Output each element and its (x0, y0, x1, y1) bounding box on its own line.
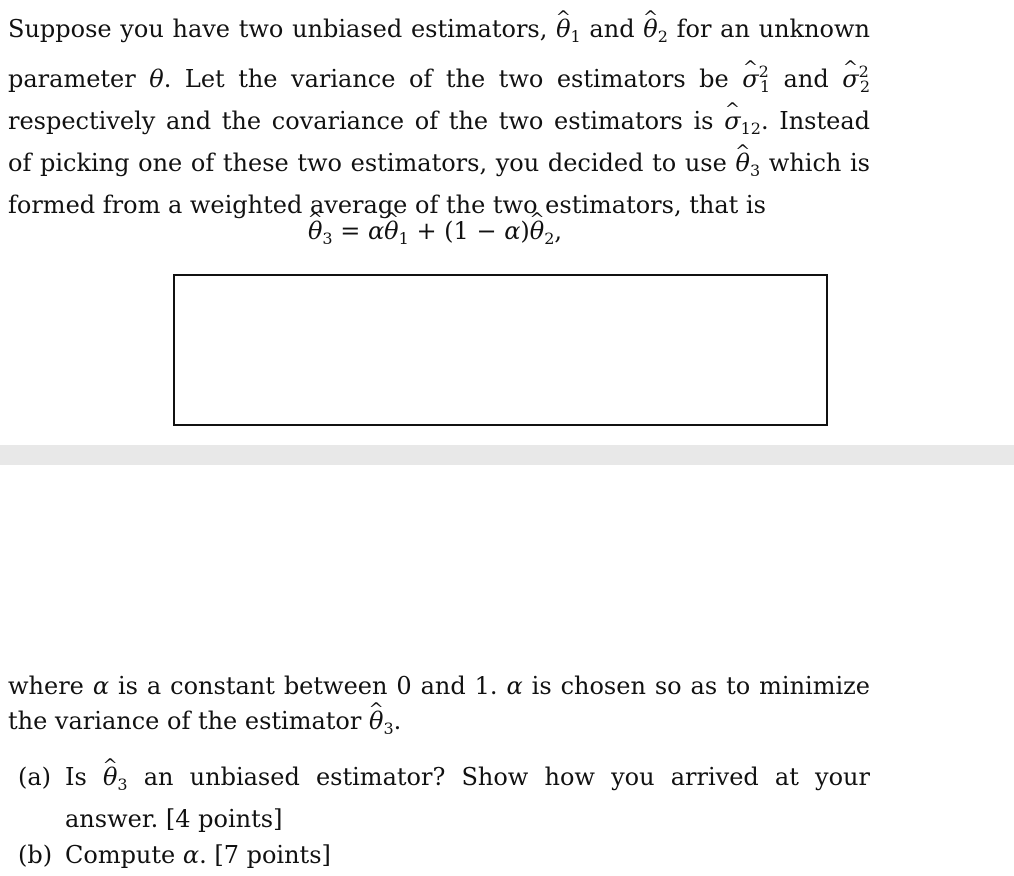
intro-text-3: for an unknown parameter (8, 15, 870, 93)
question-a-label: (a) (18, 763, 52, 791)
theta-hat-3: ^ θ (735, 146, 749, 181)
intro-paragraph (8, 12, 870, 223)
alpha-description: where α is a constant between 0 and 1. α is chosen so as to minimize the variance of the estimator ^ $\theta_3$. (8, 669, 870, 746)
subscript-3: 3 (749, 161, 761, 180)
theta-symbol: θ (149, 65, 164, 93)
sigma-hat-1: ^ σ (742, 62, 758, 97)
subscript-2b: 2 (859, 77, 870, 96)
weighted-average-equation: ^ $\theta_3$ = α^ $\theta_1 + (1$ − α)^ $\theta_2$, (0, 214, 870, 256)
subscript-1b: 1 (759, 77, 771, 96)
question-a (18, 760, 870, 837)
sigma-hat-12: ^ σ (724, 104, 740, 139)
intro-text-8: which is formed from a weighted average of the two estimators, that is (8, 149, 870, 219)
intro-text-2: and (580, 15, 644, 43)
subscript-2: 2 (657, 27, 668, 46)
question-b-label: (b) (18, 841, 53, 869)
subscript-12: 12 (740, 119, 761, 138)
subscript-1: 1 (570, 27, 581, 46)
intro-text-6: respectively and the covariance of the two estimators is (8, 107, 725, 135)
alpha-symbol: α (92, 672, 110, 700)
question-a-text: Is ^ $\theta_3$ an unbiased estimator? Show how you arrived at your answer. [4 points] (65, 760, 870, 837)
section-divider (0, 445, 1014, 465)
superscript-2a: 2 (758, 62, 769, 81)
sigma-hat-2: ^ σ (842, 62, 858, 97)
superscript-2b: 2 (858, 62, 869, 81)
answer-box[interactable] (173, 274, 828, 426)
question-b-text: Compute α. [7 points] (65, 841, 331, 869)
theta-hat-2: ^ θ (643, 12, 657, 47)
question-b (18, 838, 870, 873)
intro-text-7: . Instead of picking one of these two estimators, you decided to use (8, 107, 871, 177)
theta-hat-1: ^ θ (556, 12, 570, 47)
intro-text-5: and (770, 65, 843, 93)
intro-text-1: Suppose you have two unbiased estimators, (8, 15, 557, 43)
intro-text-4: . Let the variance of the two estimators be (163, 65, 743, 93)
